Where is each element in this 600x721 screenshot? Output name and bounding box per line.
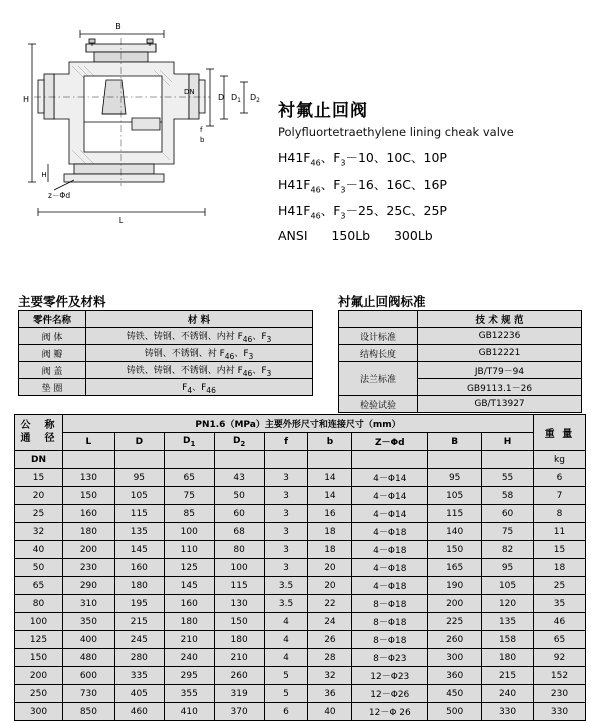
cell-zd: 4－Φ14 xyxy=(352,487,428,505)
cell-l: 850 xyxy=(62,703,114,721)
cell-f: 4 xyxy=(264,631,308,649)
standard-spec-1: GB12221 xyxy=(418,345,582,362)
table-row xyxy=(15,505,586,523)
svg-text:b: b xyxy=(200,136,205,144)
cell-bb: 225 xyxy=(428,613,482,631)
cell-kg: 65 xyxy=(534,631,586,649)
dims-col-L: L xyxy=(62,433,114,451)
cell-kg: 11 xyxy=(534,523,586,541)
dims-unit-D2 xyxy=(214,451,264,469)
cell-l: 150 xyxy=(62,487,114,505)
dims-group-left: 公 称 通 径 xyxy=(15,415,63,451)
standards-header-spec: 技 术 规 范 xyxy=(418,311,582,328)
cell-h: 135 xyxy=(482,613,534,631)
dims-unit-L xyxy=(62,451,114,469)
cell-bb: 300 xyxy=(428,649,482,667)
parts-header-name: 零件名称 xyxy=(19,311,86,328)
svg-text:z－Φd: z－Φd xyxy=(48,191,71,200)
table-row xyxy=(19,345,313,362)
cell-d1: 110 xyxy=(164,541,214,559)
cell-kg: 15 xyxy=(534,541,586,559)
table-row xyxy=(19,311,313,328)
cell-zd: 12－Φ23 xyxy=(352,667,428,685)
cell-bb: 200 xyxy=(428,595,482,613)
svg-text:B: B xyxy=(115,22,121,31)
cell-h: 60 xyxy=(482,505,534,523)
cell-b: 22 xyxy=(308,595,352,613)
cell-f: 4 xyxy=(264,649,308,667)
cell-h: 330 xyxy=(482,703,534,721)
cell-zd: 4－Φ14 xyxy=(352,469,428,487)
svg-text:D1: $D_1$ xyxy=(231,93,241,104)
part-name-1: 阀 瓣 xyxy=(19,345,86,362)
standard-spec-2: JB/T79－94 xyxy=(418,362,582,379)
cell-zd: 8－Φ23 xyxy=(352,649,428,667)
cell-h: 215 xyxy=(482,667,534,685)
cell-kg: 92 xyxy=(534,649,586,667)
dims-col-H: H xyxy=(482,433,534,451)
cell-kg: 330 xyxy=(534,703,586,721)
parts-header-material: 材 料 xyxy=(86,311,313,328)
model-line-3: $H41F_{46}$、$F_3-25$、25C、25P xyxy=(278,203,447,221)
table-row xyxy=(15,451,586,469)
cell-h: 58 xyxy=(482,487,534,505)
cell-dn: 32 xyxy=(15,523,63,541)
cell-d2: 370 xyxy=(214,703,264,721)
dims-col-B: B xyxy=(428,433,482,451)
cell-dn: 65 xyxy=(15,577,63,595)
cell-b: 32 xyxy=(308,667,352,685)
table-row xyxy=(339,345,582,362)
dims-unit-D xyxy=(114,451,164,469)
cell-b: 18 xyxy=(308,523,352,541)
table-row xyxy=(339,328,582,345)
cell-d: 160 xyxy=(114,559,164,577)
cell-h: 95 xyxy=(482,559,534,577)
dims-unit-f xyxy=(264,451,308,469)
table-row xyxy=(339,396,582,413)
cell-l: 160 xyxy=(62,505,114,523)
cell-d2: 210 xyxy=(214,649,264,667)
dims-unit-zd xyxy=(352,451,428,469)
cell-f: 3 xyxy=(264,541,308,559)
svg-text:D2: $D_2$ xyxy=(250,93,260,104)
cell-dn: 100 xyxy=(15,613,63,631)
standard-item-0: 设计标准 xyxy=(339,328,418,345)
part-name-3: 垫 圈 xyxy=(19,379,86,396)
cell-d1: 125 xyxy=(164,559,214,577)
cell-bb: 450 xyxy=(428,685,482,703)
table-row xyxy=(15,613,586,631)
cell-h: 105 xyxy=(482,577,534,595)
cell-d1: 145 xyxy=(164,577,214,595)
model-line-2: $H41F_{46}$、$F_3-16$、16C、16P xyxy=(278,176,447,194)
part-material-0: 铸铁、铸钢、不锈钢、内衬 $F_{46}$、$F_3$ xyxy=(86,328,313,345)
cell-d1: 355 xyxy=(164,685,214,703)
product-title-en: Polyfluortetraethylene lining cheak valve xyxy=(278,125,514,139)
cell-d: 335 xyxy=(114,667,164,685)
table-row xyxy=(15,559,586,577)
cell-dn: 250 xyxy=(15,685,63,703)
cell-zd: 4－Φ18 xyxy=(352,559,428,577)
cell-d2: 180 xyxy=(214,631,264,649)
cell-zd: 12－Φ 26 xyxy=(352,703,428,721)
standards-table xyxy=(338,310,582,413)
cell-f: 3.5 xyxy=(264,595,308,613)
svg-text:f: f xyxy=(200,126,203,134)
cell-h: 55 xyxy=(482,469,534,487)
cell-f: 5 xyxy=(264,667,308,685)
cell-b: 20 xyxy=(308,559,352,577)
cell-h: 180 xyxy=(482,649,534,667)
cell-dn: 125 xyxy=(15,631,63,649)
table-row xyxy=(15,523,586,541)
dims-unit-H xyxy=(482,451,534,469)
cell-d1: 410 xyxy=(164,703,214,721)
table-row xyxy=(15,433,586,451)
cell-d2: 80 xyxy=(214,541,264,559)
cell-kg: 6 xyxy=(534,469,586,487)
cell-l: 290 xyxy=(62,577,114,595)
cell-b: 24 xyxy=(308,613,352,631)
cell-bb: 500 xyxy=(428,703,482,721)
cell-b: 18 xyxy=(308,541,352,559)
dims-col-D: D xyxy=(114,433,164,451)
cell-l: 180 xyxy=(62,523,114,541)
cell-f: 3.5 xyxy=(264,577,308,595)
cell-h: 240 xyxy=(482,685,534,703)
table-row xyxy=(19,379,313,396)
table-row xyxy=(15,415,586,433)
cell-bb: 150 xyxy=(428,541,482,559)
standard-spec-3: GB9113.1－26 xyxy=(418,379,582,396)
cell-kg: 152 xyxy=(534,667,586,685)
cell-d1: 210 xyxy=(164,631,214,649)
cell-d1: 160 xyxy=(164,595,214,613)
cell-l: 310 xyxy=(62,595,114,613)
cell-kg: 8 xyxy=(534,505,586,523)
cell-d: 460 xyxy=(114,703,164,721)
cell-f: 3 xyxy=(264,505,308,523)
cell-zd: 12－Φ26 xyxy=(352,685,428,703)
standard-item-2: 法兰标准 xyxy=(339,362,418,396)
cell-dn: 40 xyxy=(15,541,63,559)
table-row xyxy=(15,541,586,559)
table-row xyxy=(15,649,586,667)
cell-b: 20 xyxy=(308,577,352,595)
part-material-1: 铸钢、不锈钢、衬 $F_{46}$、$F_3$ xyxy=(86,345,313,362)
cell-zd: 8－Φ18 xyxy=(352,631,428,649)
cell-d: 180 xyxy=(114,577,164,595)
valve-drawing-svg xyxy=(14,14,264,229)
cell-h: 75 xyxy=(482,523,534,541)
parts-table-heading: 主要零件及材料 xyxy=(18,294,106,309)
cell-d2: 50 xyxy=(214,487,264,505)
cell-kg: 7 xyxy=(534,487,586,505)
table-row xyxy=(15,469,586,487)
cell-d2: 115 xyxy=(214,577,264,595)
cell-l: 600 xyxy=(62,667,114,685)
parts-table xyxy=(18,310,313,396)
cell-h: 82 xyxy=(482,541,534,559)
cell-kg: 46 xyxy=(534,613,586,631)
cell-d: 195 xyxy=(114,595,164,613)
cell-d2: 130 xyxy=(214,595,264,613)
table-row xyxy=(15,595,586,613)
cell-d: 115 xyxy=(114,505,164,523)
cell-zd: 4－Φ18 xyxy=(352,541,428,559)
dims-group-right: 重 量 xyxy=(534,415,586,451)
table-row xyxy=(15,667,586,685)
cell-b: 16 xyxy=(308,505,352,523)
table-row xyxy=(15,703,586,721)
cell-h: 158 xyxy=(482,631,534,649)
dims-col-f: f xyxy=(264,433,308,451)
ansi-line: ANSI 150Lb 300Lb xyxy=(278,227,433,243)
cell-d1: 240 xyxy=(164,649,214,667)
standards-header-blank xyxy=(339,311,418,328)
cell-f: 3 xyxy=(264,523,308,541)
cell-l: 130 xyxy=(62,469,114,487)
svg-text:L: L xyxy=(118,216,124,225)
dims-col-D2: $D_2$ xyxy=(214,433,264,451)
cell-kg: 230 xyxy=(534,685,586,703)
product-title-cn: 衬氟止回阀 xyxy=(278,101,368,121)
cell-dn: 20 xyxy=(15,487,63,505)
title-block xyxy=(278,96,598,243)
cell-bb: 140 xyxy=(428,523,482,541)
svg-text:DN: DN xyxy=(184,88,195,96)
svg-text:H: H xyxy=(22,95,30,104)
cell-d: 145 xyxy=(114,541,164,559)
cell-dn: 15 xyxy=(15,469,63,487)
table-row xyxy=(15,487,586,505)
cell-kg: 25 xyxy=(534,577,586,595)
cell-dn: 80 xyxy=(15,595,63,613)
dims-group-center: PN1.6（MPa）主要外形尺寸和连接尺寸（mm） xyxy=(62,415,533,433)
dims-unit-B xyxy=(428,451,482,469)
cell-l: 230 xyxy=(62,559,114,577)
cell-b: 14 xyxy=(308,487,352,505)
cell-l: 730 xyxy=(62,685,114,703)
cell-dn: 25 xyxy=(15,505,63,523)
cell-f: 5 xyxy=(264,685,308,703)
cell-dn: 50 xyxy=(15,559,63,577)
cell-b: 26 xyxy=(308,631,352,649)
cell-zd: 4－Φ18 xyxy=(352,523,428,541)
cell-d: 105 xyxy=(114,487,164,505)
cell-zd: 8－Φ18 xyxy=(352,613,428,631)
part-material-3: $F_4$、$F_{46}$ xyxy=(86,379,313,396)
valve-drawing xyxy=(14,14,264,229)
cell-zd: 8－Φ18 xyxy=(352,595,428,613)
cell-h: 120 xyxy=(482,595,534,613)
cell-d: 405 xyxy=(114,685,164,703)
dims-unit-kg: kg xyxy=(534,451,586,469)
cell-bb: 115 xyxy=(428,505,482,523)
cell-b: 14 xyxy=(308,469,352,487)
svg-text:D: D xyxy=(218,93,225,102)
cell-d: 280 xyxy=(114,649,164,667)
standard-spec-4: GB/T13927 xyxy=(418,396,582,413)
cell-l: 480 xyxy=(62,649,114,667)
cell-d: 215 xyxy=(114,613,164,631)
cell-bb: 105 xyxy=(428,487,482,505)
table-row xyxy=(339,311,582,328)
cell-d: 95 xyxy=(114,469,164,487)
cell-d2: 319 xyxy=(214,685,264,703)
dims-col-b: b xyxy=(308,433,352,451)
cell-d1: 75 xyxy=(164,487,214,505)
dims-col-DN: DN xyxy=(15,451,63,469)
cell-d2: 260 xyxy=(214,667,264,685)
cell-d1: 180 xyxy=(164,613,214,631)
cell-l: 350 xyxy=(62,613,114,631)
table-row xyxy=(15,631,586,649)
cell-kg: 18 xyxy=(534,559,586,577)
table-row xyxy=(339,362,582,379)
cell-f: 4 xyxy=(264,613,308,631)
cell-d2: 60 xyxy=(214,505,264,523)
table-row xyxy=(19,328,313,345)
cell-b: 36 xyxy=(308,685,352,703)
cell-dn: 200 xyxy=(15,667,63,685)
cell-bb: 260 xyxy=(428,631,482,649)
cell-d2: 150 xyxy=(214,613,264,631)
cell-f: 6 xyxy=(264,703,308,721)
cell-d1: 65 xyxy=(164,469,214,487)
cell-f: 3 xyxy=(264,559,308,577)
standards-table-heading: 衬氟止回阀标准 xyxy=(338,294,426,309)
dims-col-zd: Z－Φd xyxy=(352,433,428,451)
dimensions-table xyxy=(14,414,586,721)
cell-bb: 95 xyxy=(428,469,482,487)
dims-unit-D1 xyxy=(164,451,214,469)
cell-l: 400 xyxy=(62,631,114,649)
cell-dn: 150 xyxy=(15,649,63,667)
part-material-2: 铸铁、铸钢、不锈钢、内衬 $F_{46}$、$F_3$ xyxy=(86,362,313,379)
cell-kg: 35 xyxy=(534,595,586,613)
cell-d1: 85 xyxy=(164,505,214,523)
cell-d: 135 xyxy=(114,523,164,541)
cell-b: 28 xyxy=(308,649,352,667)
dims-unit-b xyxy=(308,451,352,469)
svg-text:H: H xyxy=(41,171,47,179)
part-name-2: 阀 盖 xyxy=(19,362,86,379)
standard-item-1: 结构长度 xyxy=(339,345,418,362)
table-row xyxy=(15,577,586,595)
model-line-1: $H41F_{46}$、$F_3-10$、10C、10P xyxy=(278,150,447,168)
cell-d2: 100 xyxy=(214,559,264,577)
part-name-0: 阀 体 xyxy=(19,328,86,345)
cell-f: 3 xyxy=(264,469,308,487)
cell-d1: 100 xyxy=(164,523,214,541)
cell-l: 200 xyxy=(62,541,114,559)
cell-dn: 300 xyxy=(15,703,63,721)
cell-f: 3 xyxy=(264,487,308,505)
dims-col-D1: $D_1$ xyxy=(164,433,214,451)
cell-d1: 295 xyxy=(164,667,214,685)
cell-bb: 190 xyxy=(428,577,482,595)
cell-zd: 4－Φ14 xyxy=(352,505,428,523)
table-row xyxy=(19,362,313,379)
cell-d2: 68 xyxy=(214,523,264,541)
cell-bb: 165 xyxy=(428,559,482,577)
cell-bb: 360 xyxy=(428,667,482,685)
cell-b: 40 xyxy=(308,703,352,721)
cell-zd: 4－Φ18 xyxy=(352,577,428,595)
standard-spec-0: GB12236 xyxy=(418,328,582,345)
cell-d2: 43 xyxy=(214,469,264,487)
cell-d: 245 xyxy=(114,631,164,649)
standard-item-4: 检验试验 xyxy=(339,396,418,413)
